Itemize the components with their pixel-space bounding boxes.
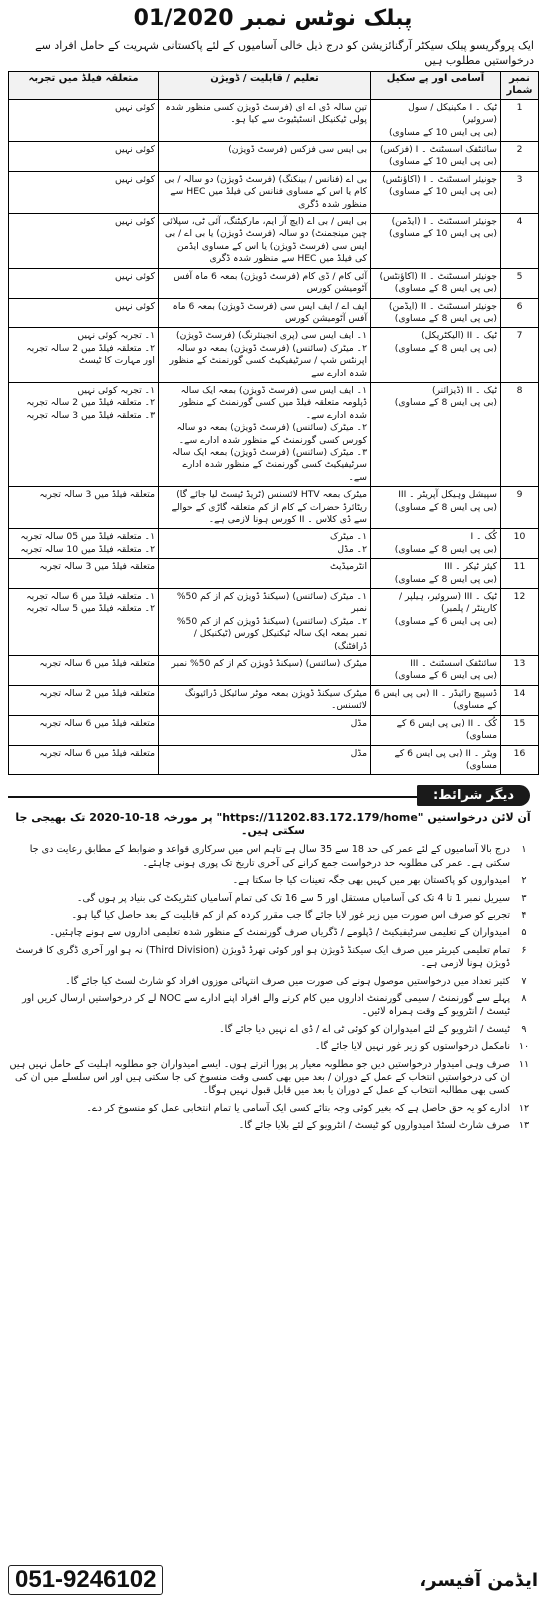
post-cell: ٹیک ۔ III (سروئیر، ہیلپر / کارپنٹر / پلمبر) (بی پی ایس 6 کے مساوی) (371, 589, 501, 656)
condition-text: درج بالا آسامیوں کے لئے عمر کی حد 18 سے 35 سال ہے تاہم اس میں سرکاری قواعد و ضوابط کے مطابق رعایت دی جا سکتی ہے۔ عمر کی مطلوبہ حد درخواست جمع کرانے کی آخری تاریخ تک پوری ہونی چاہئے۔ (29, 844, 510, 869)
post-cell: سائنٹفک اسسٹنٹ ۔ III (بی پی ایس 6 کے مساوی) (371, 656, 501, 686)
table-row (9, 142, 539, 172)
header-serial: نمبر شمار (501, 72, 539, 100)
header-post: آسامی اور پے سکیل (371, 72, 501, 100)
education-cell: ۱۔ ایف ایس سی (فرسٹ ڈویژن) بمعہ ایک سالہ ڈپلومہ متعلقہ فیلڈ میں کسی گورنمنٹ کے منظور شدہ ادارے سے۔ ۲۔ میٹرک (سائنس) (فرسٹ ڈویژن) بمعہ دو سالہ کورس کسی گورنمنٹ کے منظور شدہ ادارے سے۔ ۳۔ میٹرک (سائنس) (فرسٹ ڈویژن) بمعہ ایک سالہ سرٹیفیکیٹ کسی گورنمنٹ کے منظور شدہ ادارے سے۔ (159, 382, 371, 486)
education-cell: مڈل (159, 715, 371, 745)
post-cell: جونیئر اسسٹنٹ ۔ I (اکاؤنٹس) (بی پی ایس 10 کے مساوی) (371, 171, 501, 213)
post-cell: جونیئر اسسٹنٹ ۔ II (ایڈمن) (بی پی ایس 8 کے مساوی) (371, 298, 501, 328)
header-experience: متعلقہ فیلڈ میں تجربہ (9, 72, 159, 100)
serial-cell: 2 (501, 142, 539, 172)
condition-item (8, 992, 538, 1019)
table-row (9, 656, 539, 686)
education-cell: ۱۔ ایف ایس سی (پری انجینئرنگ) (فرسٹ ڈویژن) ۲۔ میٹرک (سائنس) (فرسٹ ڈویژن) بمعہ دو سالہ اپرنٹس شپ / سرٹیفیکیٹ کسی گورنمنٹ کے منظور شدہ ادارے سے (159, 328, 371, 383)
experience-cell: ۱۔ متعلقہ فیلڈ میں 05 سالہ تجربہ ۲۔ متعلقہ فیلڈ میں 10 سالہ تجربہ (9, 529, 159, 559)
table-row (9, 328, 539, 383)
education-cell: بی ایس سی فزکس (فرسٹ ڈویژن) (159, 142, 371, 172)
serial-cell: 12 (501, 589, 539, 656)
serial-cell: 16 (501, 745, 539, 775)
post-cell: ویٹر ۔ II (بی پی ایس 6 کے مساوی) (371, 745, 501, 775)
condition-text: کثیر تعداد میں درخواستیں موصول ہونے کی صورت میں صرف انتہائی موزوں افراد کو شارٹ لسٹ کیا جائے گا۔ (65, 975, 510, 987)
condition-text: امیدواران کے تعلیمی سرٹیفیکیٹ / ڈپلومے / ڈگریاں صرف گورنمنٹ کے منظور شدہ تعلیمی اداروں سے ہونے چاہئیں۔ (49, 927, 510, 939)
footer (8, 1562, 538, 1598)
serial-cell: 13 (501, 656, 539, 686)
education-cell: میٹرک بمعہ HTV لائسنس (ٹریڈ ٹیسٹ لیا جائے گا) ریٹائرڈ حضرات کے کام از کم متعلقہ گاڑی کے حوالے سے ڈی کلاس ۔ II کورس ہونا لازمی ہے۔ (159, 487, 371, 529)
post-cell: ٹیک ۔ II (ڈیزائنر) (بی پی ایس 8 کے مساوی) (371, 382, 501, 486)
post-cell: جونیئر اسسٹنٹ ۔ II (اکاؤنٹس) (بی پی ایس 8 کے مساوی) (371, 268, 501, 298)
condition-text: صرف وہی امیدوار درخواستیں دیں جو مطلوبہ معیار پر پورا اترتے ہوں۔ ایسے امیدواران جو مطلوبہ اہلیت کے حامل نہیں ہیں ان کی درخواستیں انتخاب کے عمل کے دوران / بعد میں بھی کسی وقت منسوخ کی جا سکتی ہیں اور اس سلسلے میں ان کی کسی بھی مطالبہ انتخاب کے عمل کے دوران یا بعد میں قابل قبول نہیں ہوگا۔ (9, 1058, 510, 1097)
table-row (9, 715, 539, 745)
experience-cell: کوئی نہیں (9, 171, 159, 213)
condition-item (8, 944, 538, 971)
online-application-note: آن لائن درخواستیں "https://11202.83.172.179/home" پر مورخہ 18-10-2020 تک بھیجی جا سکتی ہیں۔ (15, 811, 531, 838)
condition-number: ۸ (521, 992, 527, 1004)
condition-text: ادارے کو یہ حق حاصل ہے کہ بغیر کوئی وجہ بتائے کسی ایک آسامی یا تمام انتخابی عمل کو منسوخ کر دے۔ (86, 1102, 510, 1114)
condition-number: ۱۱ (518, 1058, 530, 1070)
other-conditions-banner (8, 785, 538, 807)
serial-cell: 11 (501, 559, 539, 589)
experience-cell: متعلقہ فیلڈ میں 6 سالہ تجربہ (9, 715, 159, 745)
table-row (9, 298, 539, 328)
public-notice-page (0, 2, 546, 1602)
education-cell: میٹرک سیکنڈ ڈویژن بمعہ موٹر سائیکل ڈرائیونگ لائسنس۔ (159, 685, 371, 715)
experience-cell: کوئی نہیں (9, 298, 159, 328)
notice-title: پبلک نوٹس نمبر 01/2020 (120, 2, 427, 36)
experience-cell: کوئی نہیں (9, 99, 159, 141)
education-cell: بی اے (فنانس / بینکنگ) (فرسٹ ڈویژن) دو سالہ / بی کام یا اس کے مساوی فنانس کی فیلڈ میں HEC سے منظور شدہ ڈگری (159, 171, 371, 213)
education-cell: ۱۔ میٹرک ۲۔ مڈل (159, 529, 371, 559)
experience-cell: ۱۔ تجربہ کوئی نہیں ۲۔ متعلقہ فیلڈ میں 2 سالہ تجربہ ۳۔ متعلقہ فیلڈ میں 3 سالہ تجربہ (9, 382, 159, 486)
post-cell: ٹیک ۔ II (الیکٹریکل) (بی پی ایس 8 کے مساوی) (371, 328, 501, 383)
other-conditions-heading: دیگر شرائط: (417, 785, 530, 806)
condition-text: نامکمل درخواستوں کو زیر غور نہیں لایا جائے گا۔ (314, 1041, 510, 1053)
table-row (9, 589, 539, 656)
serial-cell: 9 (501, 487, 539, 529)
serial-cell: 1 (501, 99, 539, 141)
experience-cell: متعلقہ فیلڈ میں 6 سالہ تجربہ (9, 745, 159, 775)
table-row (9, 99, 539, 141)
experience-cell: متعلقہ فیلڈ میں 6 سالہ تجربہ (9, 656, 159, 686)
condition-number: ۹ (521, 1023, 527, 1035)
condition-item (8, 892, 538, 905)
notice-intro: ایک پروگریسو پبلک سیکٹر آرگنائزیشن کو درج ذیل خالی آسامیوں کے لئے پاکستانی شہریت کے حامل افراد سے درخواستیں مطلوب ہیں (35, 39, 534, 67)
education-cell: ۱۔ میٹرک (سائنس) (سیکنڈ ڈویژن کم از کم 50% نمبر ۲۔ میٹرک (سائنس) (سیکنڈ ڈویژن کم از کم 50% نمبر بمعہ ایک سالہ ٹیکنیکل کورس (ٹیکنیکل / ڈرافٹنگ) (159, 589, 371, 656)
post-cell: سپیشل وہیکل آپریٹر ۔ III (بی پی ایس 8 کے مساوی) (371, 487, 501, 529)
serial-cell: 4 (501, 214, 539, 269)
conditions-list (8, 843, 538, 1132)
education-cell: آئی کام / ڈی کام (فرسٹ ڈویژن) بمعہ 6 ماہ آفس آٹومیشن کورس (159, 268, 371, 298)
table-row (9, 685, 539, 715)
table-row (9, 268, 539, 298)
education-cell: بی ایس / بی اے (ایچ آر ایم، مارکیٹنگ، آئی ٹی، سپلائی چین مینجمنٹ) دو سالہ (فرسٹ ڈویژن) یا بی اے / بی ایس سی (فرسٹ ڈویژن) یا اس کے مساوی ایڈمن کی فیلڈ میں HEC سے منظور شدہ ڈگری (159, 214, 371, 269)
table-row (9, 171, 539, 213)
header-education: تعلیم / قابلیت / ڈویژن (159, 72, 371, 100)
post-cell: کیئر ٹیکر ۔ III (بی پی ایس 8 کے مساوی) (371, 559, 501, 589)
condition-text: امیدواروں کو پاکستان بھر میں کہیں بھی جگہ تعینات کیا جا سکتا ہے۔ (232, 875, 510, 887)
condition-number: ۵ (521, 927, 527, 939)
serial-cell: 10 (501, 529, 539, 559)
condition-item (8, 909, 538, 922)
vacancies-table (8, 71, 539, 775)
condition-item (8, 843, 538, 870)
condition-number: ۱ (521, 844, 527, 856)
condition-item (8, 1119, 538, 1132)
table-row (9, 214, 539, 269)
post-cell: کُک ۔ II (بی پی ایس 6 کے مساوی) (371, 715, 501, 745)
serial-cell: 6 (501, 298, 539, 328)
condition-item (8, 1058, 538, 1098)
condition-item (8, 926, 538, 939)
experience-cell: کوئی نہیں (9, 268, 159, 298)
condition-number: ۲ (521, 875, 527, 887)
condition-item (8, 1102, 538, 1115)
condition-number: ۱۳ (518, 1120, 530, 1132)
experience-cell: کوئی نہیں (9, 214, 159, 269)
condition-text: صرف شارٹ لسٹڈ امیدواروں کو ٹیسٹ / انٹرویو کے لئے بلایا جائے گا۔ (238, 1120, 510, 1132)
condition-number: ۱۰ (518, 1041, 530, 1053)
condition-text: ٹیسٹ / انٹرویو کے لئے امیدواران کو کوئی ٹی اے / ڈی اے نہیں دیا جائے گا۔ (219, 1023, 510, 1035)
serial-cell: 7 (501, 328, 539, 383)
condition-item (8, 975, 538, 988)
post-cell: سائنٹفک اسسٹنٹ ۔ I (فزکس) (بی پی ایس 10 کے مساوی) (371, 142, 501, 172)
post-cell: کُک ۔ I (بی پی ایس 8 کے مساوی) (371, 529, 501, 559)
experience-cell: متعلقہ فیلڈ میں 2 سالہ تجربہ (9, 685, 159, 715)
experience-cell: کوئی نہیں (9, 142, 159, 172)
serial-cell: 15 (501, 715, 539, 745)
education-cell: انٹرمیڈیٹ (159, 559, 371, 589)
table-row (9, 559, 539, 589)
experience-cell: متعلقہ فیلڈ میں 3 سالہ تجربہ (9, 487, 159, 529)
serial-cell: 5 (501, 268, 539, 298)
contact-phone: 051-9246102 (8, 1565, 163, 1595)
education-cell: تین سالہ ڈی اے ای (فرسٹ ڈویژن کسی منظور شدہ پولی ٹیکنیکل انسٹیٹیوٹ سے کیا ہو۔ (159, 99, 371, 141)
table-row (9, 487, 539, 529)
table-row (9, 382, 539, 486)
education-cell: ایف اے / ایف ایس سی (فرسٹ ڈویژن) بمعہ 6 ماہ آفس آٹومیشن کورس (159, 298, 371, 328)
serial-cell: 8 (501, 382, 539, 486)
condition-number: ۶ (521, 944, 527, 956)
condition-number: ۱۲ (518, 1102, 530, 1114)
condition-number: ۳ (521, 892, 527, 904)
admin-officer-signature: ایڈمن آفیسر، (419, 1569, 538, 1591)
condition-text: پہلے سے گورنمنٹ / سیمی گورنمنٹ اداروں میں کام کرنے والے افراد اپنے ادارے سے NOC لے کر درخواستیں ارسال کریں اور ٹیسٹ / انٹرویو کے وقت ہمراہ لائیں۔ (22, 992, 510, 1018)
experience-cell: ۱۔ متعلقہ فیلڈ میں 6 سالہ تجربہ ۲۔ متعلقہ فیلڈ میں 5 سالہ تجربہ (9, 589, 159, 656)
table-row (9, 745, 539, 775)
condition-text: سیریل نمبر 1 تا 4 تک کی آسامیاں مستقل اور 5 سے 16 تک کی تمام آسامیاں کنٹریکٹ کی بنیاد پر ہوں گی۔ (76, 892, 510, 904)
post-cell: ڈسپیچ رائیڈر ۔ II (بی پی ایس 6 کے مساوی) (371, 685, 501, 715)
table-row (9, 529, 539, 559)
condition-number: ۷ (521, 975, 527, 987)
serial-cell: 3 (501, 171, 539, 213)
vacancies-table-body (9, 99, 539, 775)
table-header-row (9, 72, 539, 100)
condition-item (8, 1023, 538, 1036)
banner-rule (8, 796, 418, 798)
condition-text: تجربے کو صرف اس صورت میں زیر غور لایا جائے گا جب مقرر کردہ کم از کم قابلیت کے بعد حاصل کیا گیا ہو۔ (71, 909, 510, 921)
condition-number: ۴ (521, 909, 527, 921)
condition-item (8, 874, 538, 887)
education-cell: مڈل (159, 745, 371, 775)
education-cell: میٹرک (سائنس) (سیکنڈ ڈویژن کم از کم 50% نمبر (159, 656, 371, 686)
post-cell: جونیئر اسسٹنٹ ۔ I (ایڈمن) (بی پی ایس 10 کے مساوی) (371, 214, 501, 269)
post-cell: ٹیک ۔ I مکینیکل / سول (سروئیر) (بی پی ایس 10 کے مساوی) (371, 99, 501, 141)
condition-item (8, 1040, 538, 1053)
condition-text: تمام تعلیمی کیریئر میں صرف ایک سیکنڈ ڈویژن ہو اور کوئی تھرڈ ڈویژن (Third Division) نہ ہو اور آخری ڈگری کا فرسٹ ڈویژن ہونا لازمی ہے۔ (15, 944, 510, 970)
serial-cell: 14 (501, 685, 539, 715)
experience-cell: ۱۔ تجربہ کوئی نہیں ۲۔ متعلقہ فیلڈ میں 2 سالہ تجربہ اور مہارت کا ٹیسٹ (9, 328, 159, 383)
experience-cell: متعلقہ فیلڈ میں 3 سالہ تجربہ (9, 559, 159, 589)
notice-title-bar (8, 2, 538, 38)
